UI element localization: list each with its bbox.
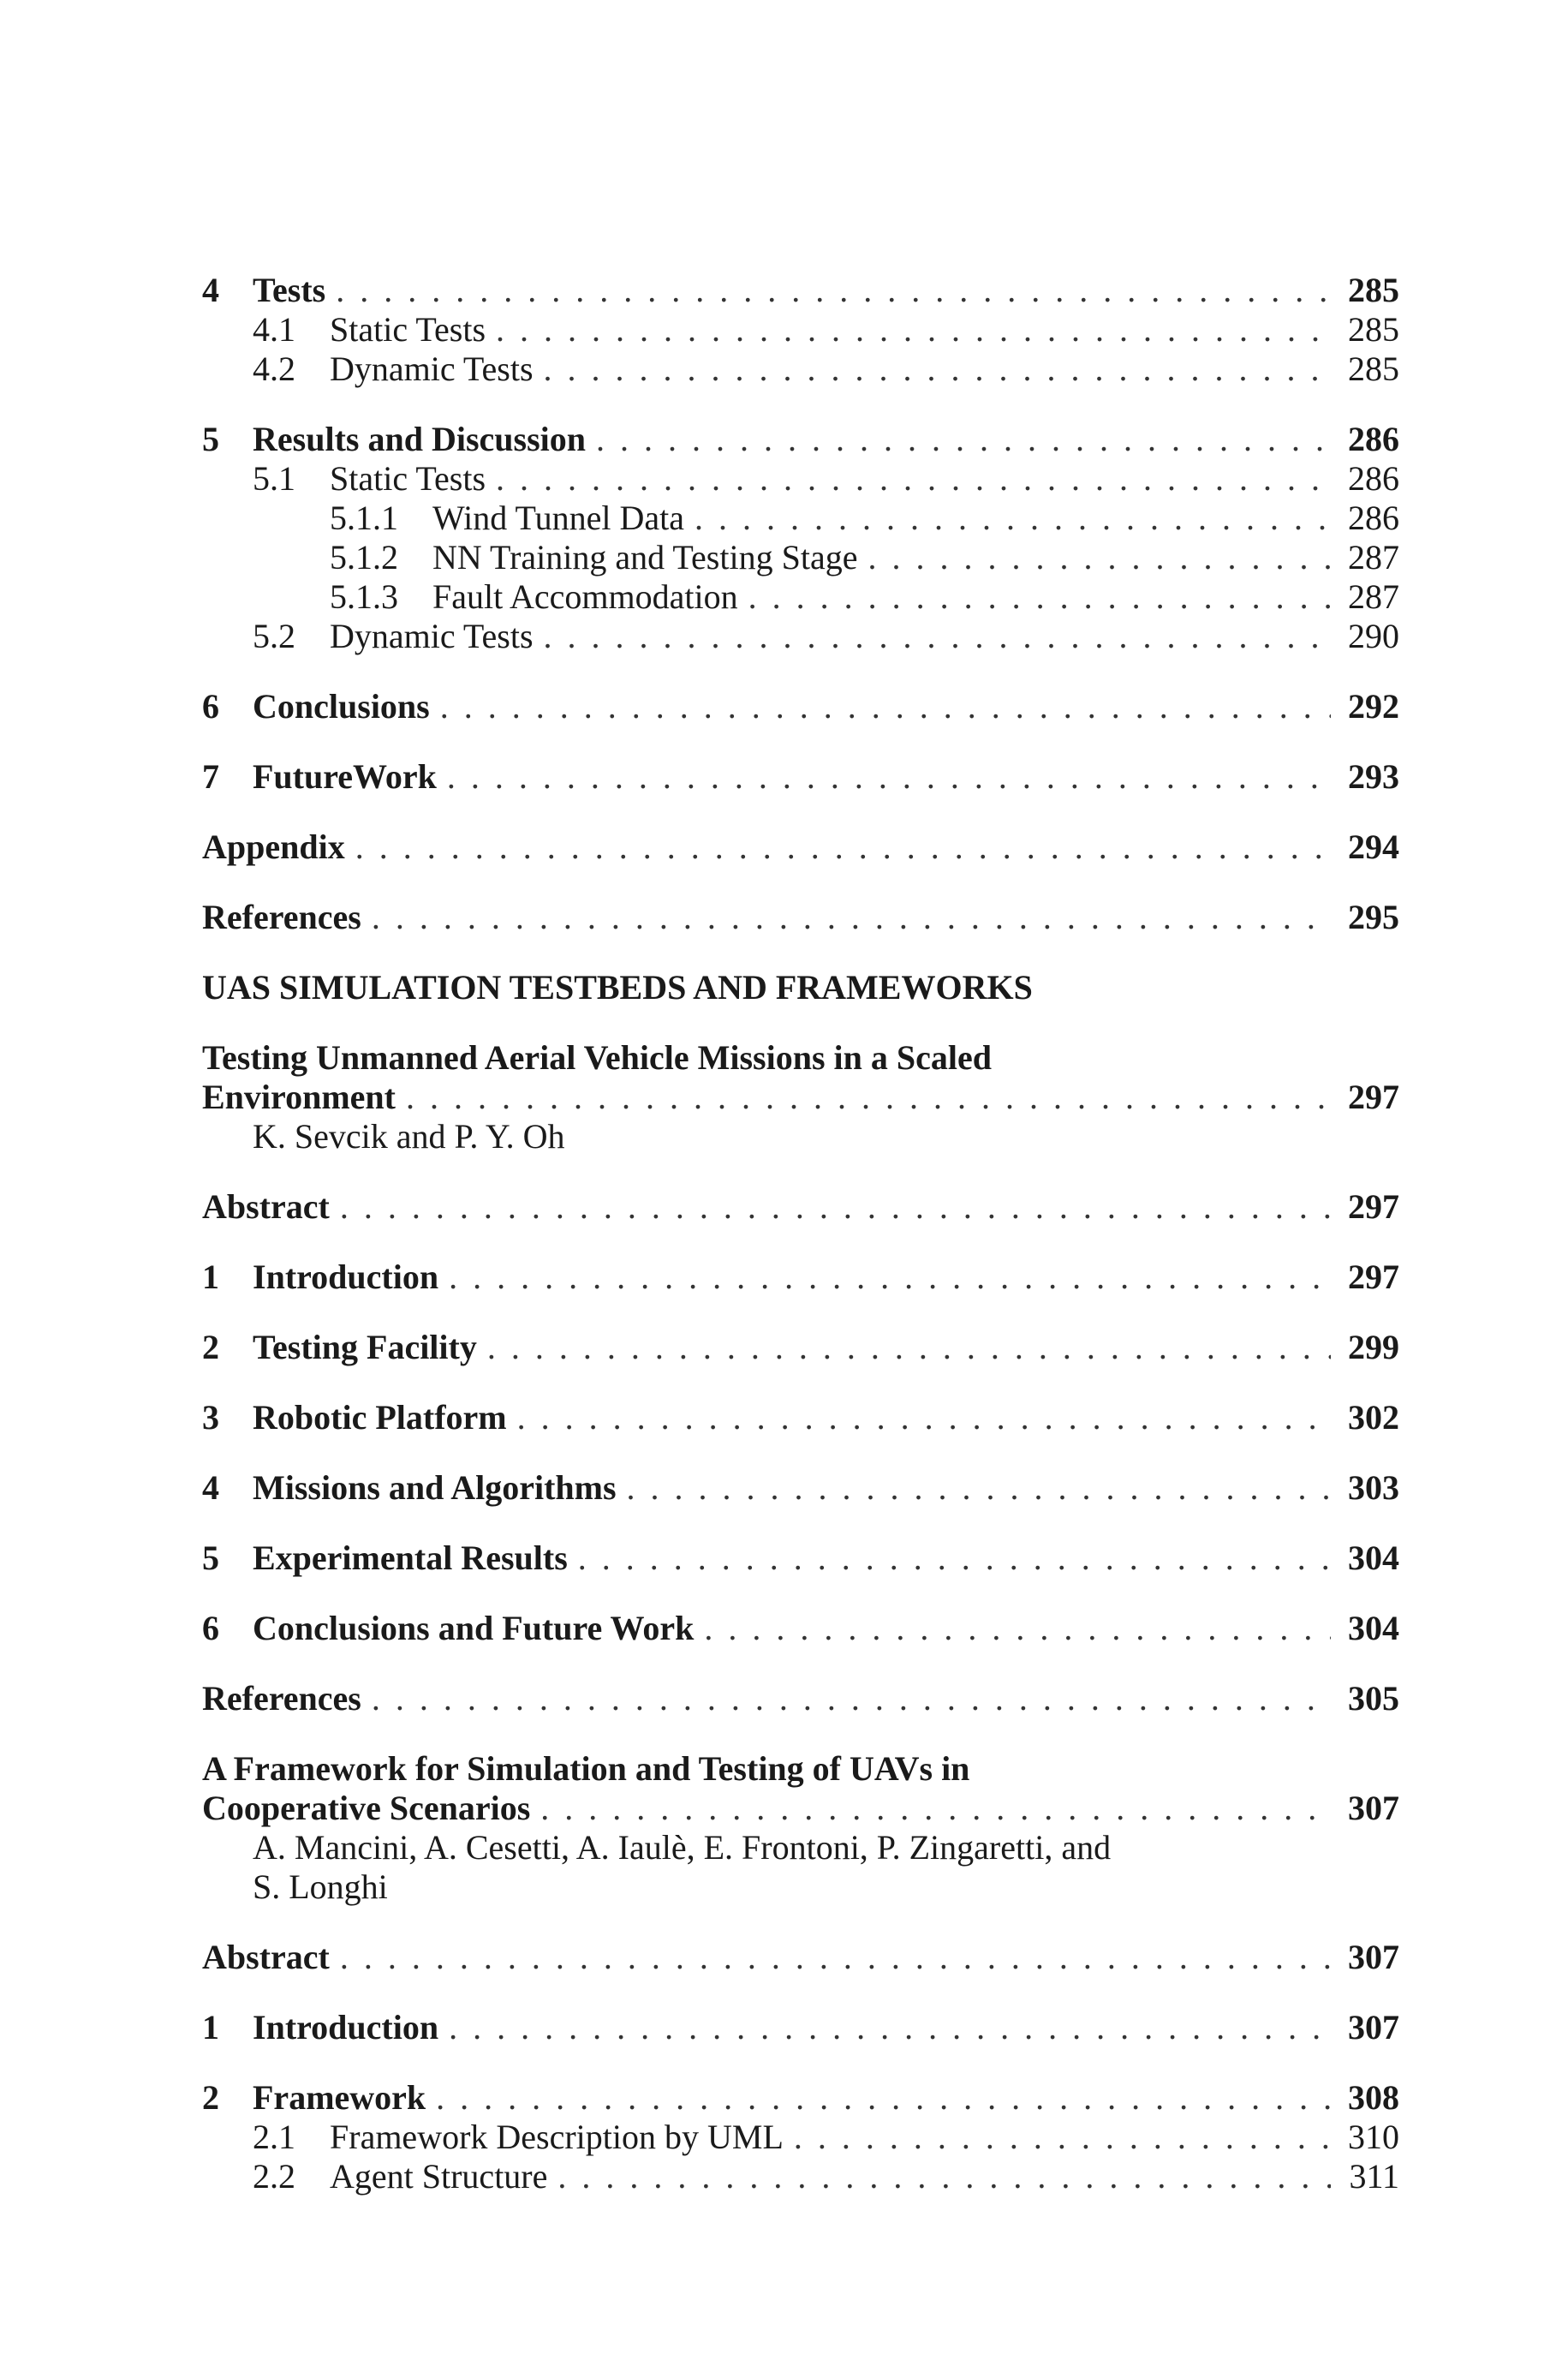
toc-entry-page: 286 [1348,499,1399,537]
paper-authors: A. Mancini, A. Cesetti, A. Iaulè, E. Frontoni, P. Zingaretti, and [253,1828,1112,1867]
toc-entry-number: 2 [202,2078,219,2117]
toc-entry [202,1328,1399,1367]
dot-leader [578,1539,1331,1578]
dot-leader [436,2078,1331,2118]
toc-entry-number: 4.2 [253,350,295,388]
dot-leader [695,499,1331,538]
toc-entry [202,271,1399,310]
toc-entry-page: 285 [1348,271,1399,309]
toc-entry [202,538,1399,577]
toc-entry-page: 304 [1348,1609,1399,1647]
dot-leader [440,687,1331,726]
dot-leader [355,828,1331,867]
toc-entry [202,577,1399,617]
toc-entry-number: 5 [202,1539,219,1577]
toc-entry [202,1609,1399,1648]
toc-entry [202,459,1399,499]
toc-entry-page: 303 [1348,1468,1399,1507]
toc-entry-title: Wind Tunnel Data [432,499,684,537]
dot-leader [372,898,1331,937]
toc-entry-number: 5.1 [253,459,295,498]
toc-entry [202,2118,1399,2157]
toc-entry [202,1468,1399,1508]
paper-title-line2 [202,1789,1399,1828]
dot-leader [627,1468,1331,1508]
toc-entry [202,757,1399,797]
paper-title-line1: A Framework for Simulation and Testing of UAVs in [202,1749,970,1788]
toc-entry-title: Conclusions and Future Work [253,1609,695,1647]
paper-page: 297 [1348,1078,1399,1116]
toc-entry-number: 4 [202,271,219,309]
toc-entry [202,898,1399,937]
dot-leader [544,350,1331,389]
paper-authors: K. Sevcik and P. Y. Oh [253,1117,565,1156]
toc-entry-title: Framework [253,2078,426,2117]
toc-entry-page: 307 [1348,1938,1399,1976]
toc-entry-title: Static Tests [330,310,486,349]
paper-authors: S. Longhi [253,1867,388,1906]
toc-entry-title: Introduction [253,2008,439,2046]
toc-entry-title: Tests [253,271,326,309]
dot-leader [748,577,1331,617]
toc-entry-page: 297 [1348,1258,1399,1296]
dot-leader [449,2008,1331,2047]
dot-leader [704,1609,1331,1648]
toc-entry [202,1539,1399,1578]
dot-leader [340,1187,1331,1227]
toc-entry-title: Framework Description by UML [330,2118,784,2156]
toc-entry-page: 286 [1348,459,1399,498]
toc-entry-page: 292 [1348,687,1399,726]
toc-entry-title: Results and Discussion [253,420,587,458]
paper-title-end: Cooperative Scenarios [202,1789,531,1827]
toc-entry-page: 304 [1348,1539,1399,1577]
dot-leader [487,1328,1331,1367]
toc-entry [202,687,1399,726]
dot-leader [496,310,1331,350]
toc-entry-number: 1 [202,2008,219,2046]
dot-leader [867,538,1331,577]
dot-leader [447,757,1331,797]
toc-entry-title: Robotic Platform [253,1398,507,1437]
toc-entry-page: 285 [1348,350,1399,388]
toc-entry-page: 297 [1348,1187,1399,1226]
toc-entry-number: 5 [202,420,219,458]
toc-entry-page: 285 [1348,310,1399,349]
toc-entry-page: 286 [1348,420,1399,458]
paper-entry [202,1038,1399,1156]
toc-entry-title: Abstract [202,1187,330,1226]
paper-entry [202,1749,1399,1907]
paper-title-end: Environment [202,1078,396,1116]
toc-entry-page: 310 [1348,2118,1399,2156]
toc-entry-title: Missions and Algorithms [253,1468,617,1507]
toc-entry-number: 6 [202,687,219,726]
dot-leader [544,617,1331,656]
toc-entry-number: 2.2 [253,2157,295,2196]
toc-entry-page: 294 [1348,828,1399,866]
toc-entry-title: Appendix [202,828,345,866]
dot-leader [517,1398,1331,1437]
paper-title-line1: Testing Unmanned Aerial Vehicle Missions in a Scaled [202,1038,992,1077]
toc-entry [202,310,1399,350]
dot-leader [449,1258,1331,1297]
dot-leader [372,1679,1331,1718]
toc-entry [202,350,1399,389]
toc-entry-title: Testing Facility [253,1328,477,1366]
toc-entry-page: 287 [1348,538,1399,577]
toc-entry [202,1398,1399,1437]
toc-entry-number: 5.1.1 [330,499,398,537]
toc-entry [202,1679,1399,1718]
toc-entry-title: Conclusions [253,687,430,726]
paper-page: 307 [1348,1789,1399,1827]
toc-entry-number: 3 [202,1398,219,1437]
toc-entry-page: 299 [1348,1328,1399,1366]
toc-entry-number: 5.1.2 [330,538,398,577]
toc-entry-title: Abstract [202,1938,330,1976]
toc-entry-title: Dynamic Tests [330,350,534,388]
toc-entry-page: 302 [1348,1398,1399,1437]
toc-entry-page: 293 [1348,757,1399,796]
dot-leader [406,1078,1331,1117]
toc-entry-title: FutureWork [253,757,437,796]
toc-entry-page: 287 [1348,577,1399,616]
toc-entry-title: Agent Structure [330,2157,548,2196]
paper-title-line2 [202,1078,1399,1117]
toc-entry-page: 311 [1349,2157,1399,2196]
dot-leader [596,420,1331,459]
toc-entry-title: References [202,898,361,936]
toc-entry-page: 305 [1348,1679,1399,1718]
toc-entry-number: 4 [202,1468,219,1507]
dot-leader [340,1938,1331,1977]
dot-leader [557,2157,1331,2196]
toc-entry [202,420,1399,459]
toc-entry-number: 2 [202,1328,219,1366]
section-heading: UAS SIMULATION TESTBEDS AND FRAMEWORKS [202,968,1033,1007]
toc-entry-number: 5.1.3 [330,577,398,616]
toc-entry-title: Introduction [253,1258,439,1296]
toc-entry-number: 7 [202,757,219,796]
dot-leader [336,271,1331,310]
toc-entry-title: References [202,1679,361,1718]
toc-entry-number: 5.2 [253,617,295,655]
toc-entry-title: Static Tests [330,459,486,498]
toc-entry [202,2008,1399,2047]
toc-entry [202,1258,1399,1297]
toc-entry-number: 4.1 [253,310,295,349]
toc-entry-number: 6 [202,1609,219,1647]
toc-entry-title: Fault Accommodation [432,577,738,616]
toc-entry-title: NN Training and Testing Stage [432,538,858,577]
toc-entry [202,1187,1399,1227]
dot-leader [794,2118,1331,2157]
toc-entry [202,828,1399,867]
toc-entry [202,617,1399,656]
toc-entry-page: 307 [1348,2008,1399,2046]
toc-entry-title: Experimental Results [253,1539,568,1577]
toc-entry-title: Dynamic Tests [330,617,534,655]
toc-entry [202,499,1399,538]
dot-leader [496,459,1331,499]
toc-entry-page: 308 [1348,2078,1399,2117]
toc-entry [202,2157,1399,2196]
toc-entry [202,1938,1399,1977]
table-of-contents [202,271,1399,2196]
toc-entry [202,2078,1399,2118]
toc-entry-number: 1 [202,1258,219,1296]
toc-entry-page: 295 [1348,898,1399,936]
toc-entry-number: 2.1 [253,2118,295,2156]
dot-leader [540,1789,1331,1828]
toc-entry-page: 290 [1348,617,1399,655]
